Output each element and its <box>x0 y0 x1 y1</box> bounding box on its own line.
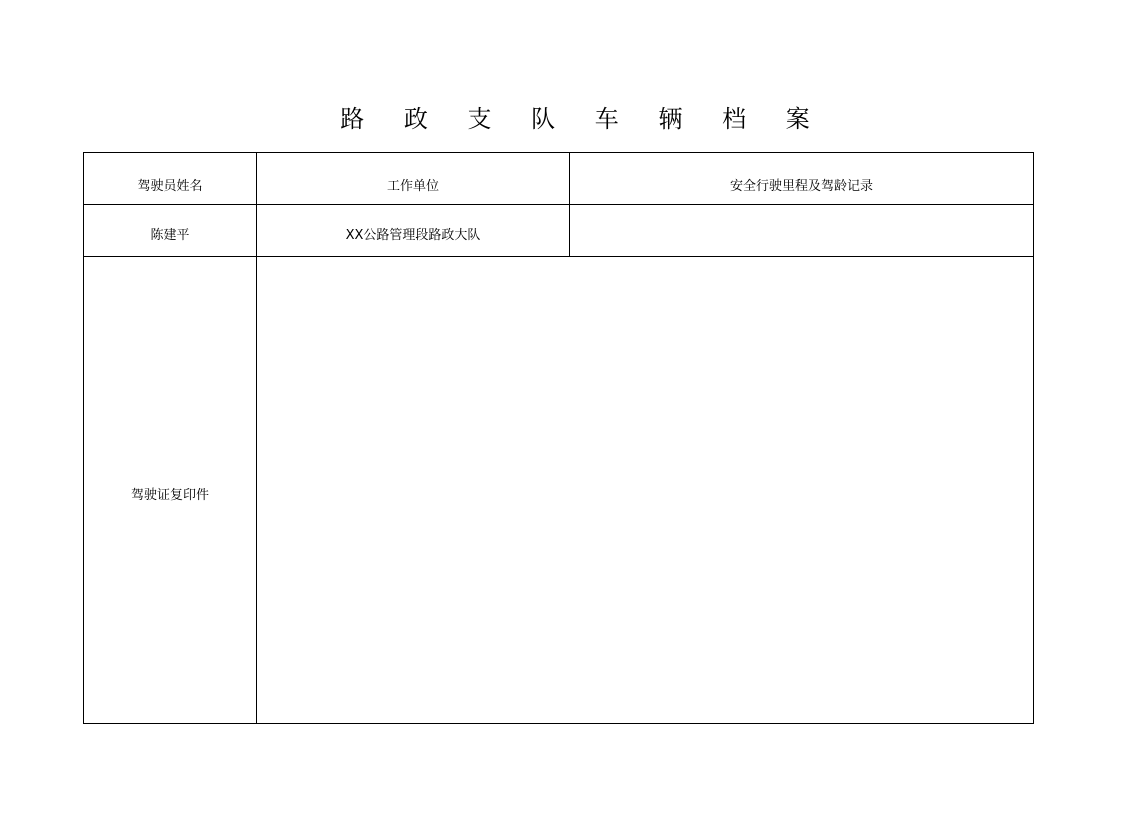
table-row <box>84 205 1034 257</box>
vehicle-archive-table <box>83 152 1034 724</box>
license-copy-area <box>257 257 1034 724</box>
header-work-unit-cell <box>257 153 570 205</box>
safety-record-cell <box>570 205 1034 257</box>
header-work-unit: 工作单位 <box>386 179 439 194</box>
work-unit-cell <box>257 205 570 257</box>
driver-name-value: 陈建平 <box>150 228 190 243</box>
license-copy-label-cell <box>84 257 257 724</box>
header-safety-record: 安全行驶里程及驾龄记录 <box>729 179 873 194</box>
header-row <box>84 153 1034 205</box>
header-safety-record-cell <box>570 153 1034 205</box>
license-copy-label: 驾驶证复印件 <box>130 487 209 503</box>
driver-name-cell <box>84 205 257 257</box>
header-driver-name-cell <box>84 153 257 205</box>
license-copy-row <box>84 257 1034 724</box>
header-driver-name: 驾驶员姓名 <box>137 179 203 194</box>
document-title: 路 政 支 队 车 辆 档 案 <box>340 105 826 133</box>
work-unit-value: XX公路管理段路政大队 <box>345 228 481 243</box>
